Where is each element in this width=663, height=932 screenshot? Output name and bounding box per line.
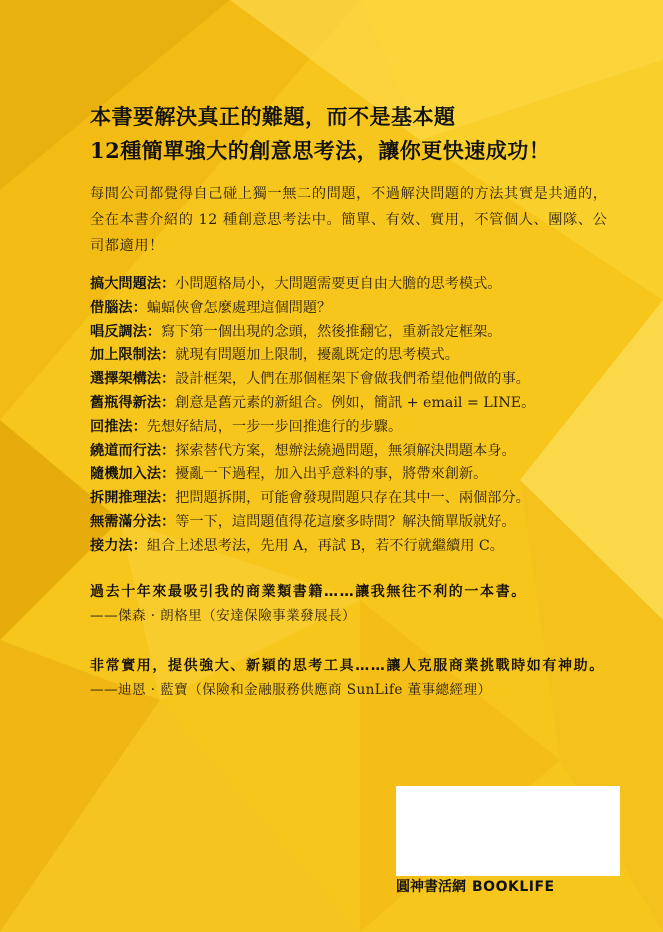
method-item (90, 392, 630, 416)
method-item (90, 487, 630, 511)
method-desc: 小問題格局小，大問題需要更自由大膽的思考模式。 (175, 276, 502, 292)
method-desc: 探索替代方案，想辦法繞過問題，無須解決問題本身。 (175, 442, 516, 459)
quote-source: ——傑森 · 朗格里（安達保險事業發展長） (90, 608, 357, 624)
endorsement-quote-2 (90, 654, 610, 702)
publisher-brand: BOOKLIFE (472, 879, 555, 895)
headline (90, 100, 610, 168)
method-name: 回推法： (90, 418, 147, 435)
method-name: 選擇架構法： (90, 371, 176, 388)
quote-text: 非常實用，提供強大、新穎的思考工具……讓人克服商業挑戰時如有神助。 (90, 658, 605, 674)
method-item (90, 368, 630, 392)
method-desc: 就現有問題加上限制，擾亂既定的思考模式。 (175, 347, 459, 364)
method-item (90, 416, 630, 440)
method-item (90, 511, 630, 535)
method-item (90, 535, 630, 559)
quote-source: ——迪恩 · 藍寶（保險和金融服務供應商 SunLife 董事總經理） (90, 682, 492, 698)
publisher-name: 圓神書活網 (396, 879, 466, 895)
endorsement-quote-1 (90, 580, 610, 628)
method-desc: 寫下第一個出現的念頭，然後推翻它，重新設定框架。 (160, 323, 502, 340)
methods-list (90, 273, 630, 559)
method-desc: 先想好結局，一步一步回推進行的步驟。 (146, 418, 403, 435)
publisher-logo (396, 876, 555, 898)
method-desc: 蝙蝠俠會怎麼處理這個問題？ (146, 299, 332, 316)
method-name: 接力法： (90, 537, 147, 554)
method-desc: 擾亂一下過程，加入出乎意料的事，將帶來創新。 (175, 466, 488, 483)
method-desc: 創意是舊元素的新組合。例如，簡訊 + email = LINE。 (175, 394, 536, 411)
quote-text: 過去十年來最吸引我的商業類書籍……讓我無往不利的一本書。 (90, 584, 527, 600)
method-name: 無需滿分法： (90, 513, 176, 530)
method-item (90, 321, 630, 345)
method-item (90, 344, 630, 368)
method-item (90, 297, 630, 321)
headline-line-2: 12種簡單強大的創意思考法，讓你更快速成功！ (90, 138, 551, 163)
method-name: 加上限制法： (90, 347, 176, 364)
barcode-placeholder-box (396, 786, 620, 876)
method-desc: 組合上述思考法，先用 A，再試 B，若不行就繼續用 C。 (146, 537, 504, 554)
method-item (90, 273, 630, 297)
method-desc: 把問題拆開，可能會發現問題只存在其中一、兩個部分。 (175, 490, 530, 507)
method-name: 隨機加入法： (90, 466, 176, 483)
method-desc: 設計框架，人們在那個框架下會做我們希望他們做的事。 (175, 371, 530, 388)
intro-paragraph: 每間公司都覺得自己碰上獨一無二的問題，不過解決問題的方法其實是共通的，全在本書介紹的 12 種創意思考法中。簡單、有效、實用，不管個人、團隊、公司都適用！ (90, 186, 608, 254)
method-name: 搞大問題法： (90, 276, 176, 292)
method-item (90, 463, 630, 487)
method-desc: 等一下，這問題值得花這麼多時間？解決簡單版就好。 (175, 513, 516, 530)
method-name: 舊瓶得新法： (90, 394, 176, 411)
method-item (90, 440, 630, 464)
method-name: 拆開推理法： (90, 490, 176, 507)
method-name: 唱反調法： (90, 323, 161, 340)
method-name: 繞道而行法： (90, 442, 176, 459)
headline-line-1: 本書要解決真正的難題，而不是基本題 (90, 104, 456, 129)
method-name: 借腦法： (90, 299, 147, 316)
